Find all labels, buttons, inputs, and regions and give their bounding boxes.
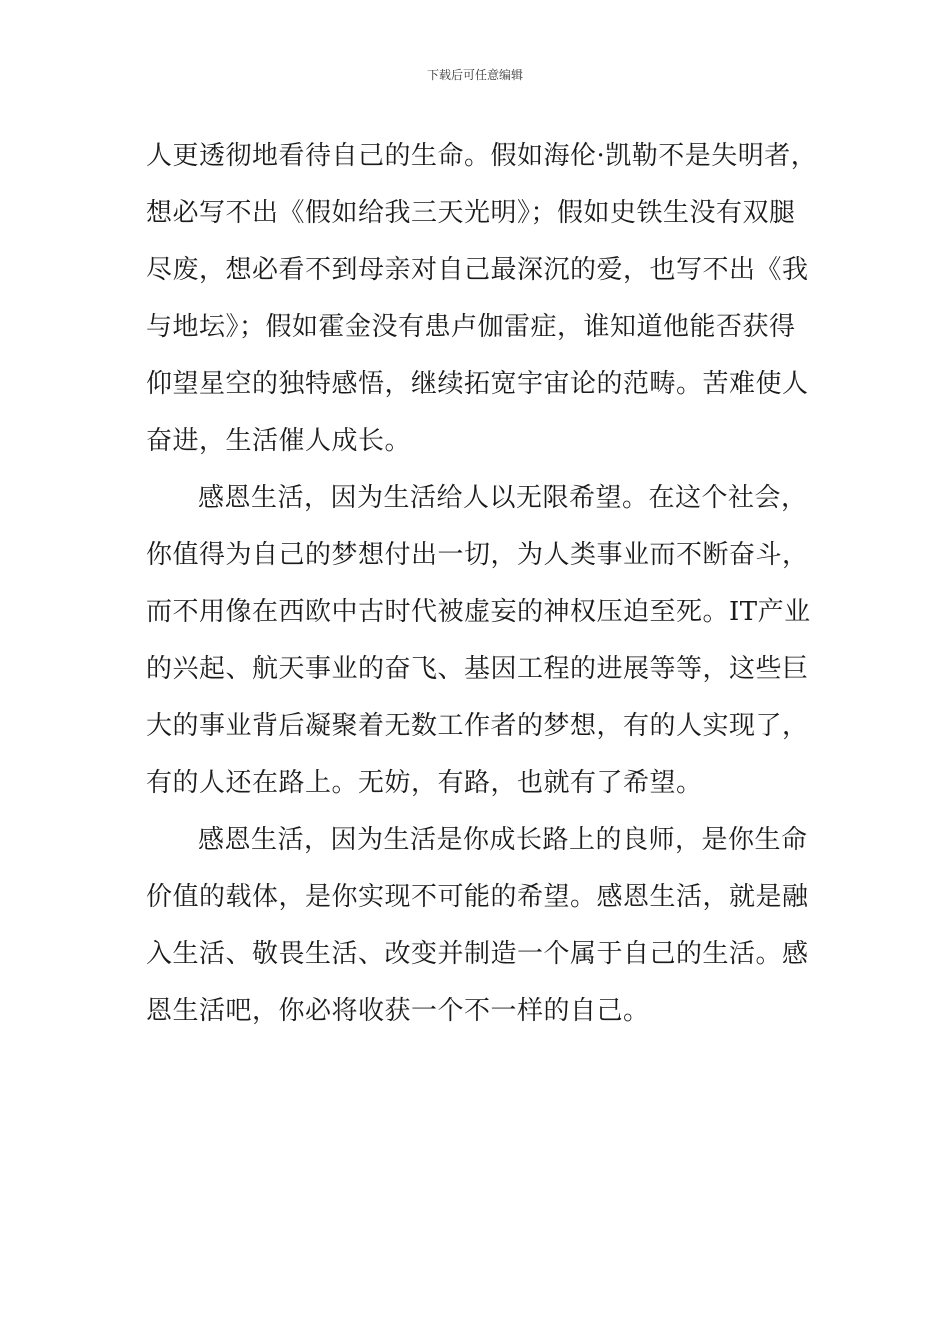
page-header: 下载后可任意编辑 <box>426 68 523 82</box>
text-line: 的兴起、航天事业的奋飞、基因工程的进展等等，这些巨 <box>146 654 809 684</box>
text-line: 与地坛》；假如霍金没有患卢伽雷症，谁知道他能否获得 <box>146 312 796 342</box>
text-line: 感恩生活，因为生活给人以无限希望。在这个社会， <box>198 483 808 513</box>
text-line: 恩生活吧，你必将收获一个不一样的自己。 <box>146 996 650 1026</box>
paragraph-2 <box>146 470 836 812</box>
paragraph-1 <box>146 128 836 470</box>
text-line: 入生活、敬畏生活、改变并制造一个属于自己的生活。感 <box>146 939 809 969</box>
text-line: 有的人还在路上。无妨，有路，也就有了希望。 <box>146 768 703 798</box>
text-line: 想必写不出《假如给我三天光明》；假如史铁生没有双腿 <box>146 198 796 228</box>
document-body <box>146 128 836 1040</box>
text-line: 人更透彻地看待自己的生命。假如海伦·凯勒不是失明者， <box>146 141 818 171</box>
paragraph-3 <box>146 812 836 1040</box>
text-line: 价值的载体，是你实现不可能的希望。感恩生活，就是融 <box>146 882 809 912</box>
text-line: 仰望星空的独特感悟，继续拓宽宇宙论的范畴。苦难使人 <box>146 369 809 399</box>
text-line: 而不用像在西欧中古时代被虚妄的神权压迫至死。IT产业 <box>146 597 811 627</box>
text-line: 你值得为自己的梦想付出一切，为人类事业而不断奋斗， <box>146 540 809 570</box>
text-line: 大的事业背后凝聚着无数工作者的梦想，有的人实现了， <box>146 711 809 741</box>
text-line: 感恩生活，因为生活是你成长路上的良师，是你生命 <box>198 825 808 855</box>
text-line: 尽废，想必看不到母亲对自己最深沉的爱，也写不出《我 <box>146 255 809 285</box>
text-line: 奋进，生活催人成长。 <box>146 426 412 456</box>
